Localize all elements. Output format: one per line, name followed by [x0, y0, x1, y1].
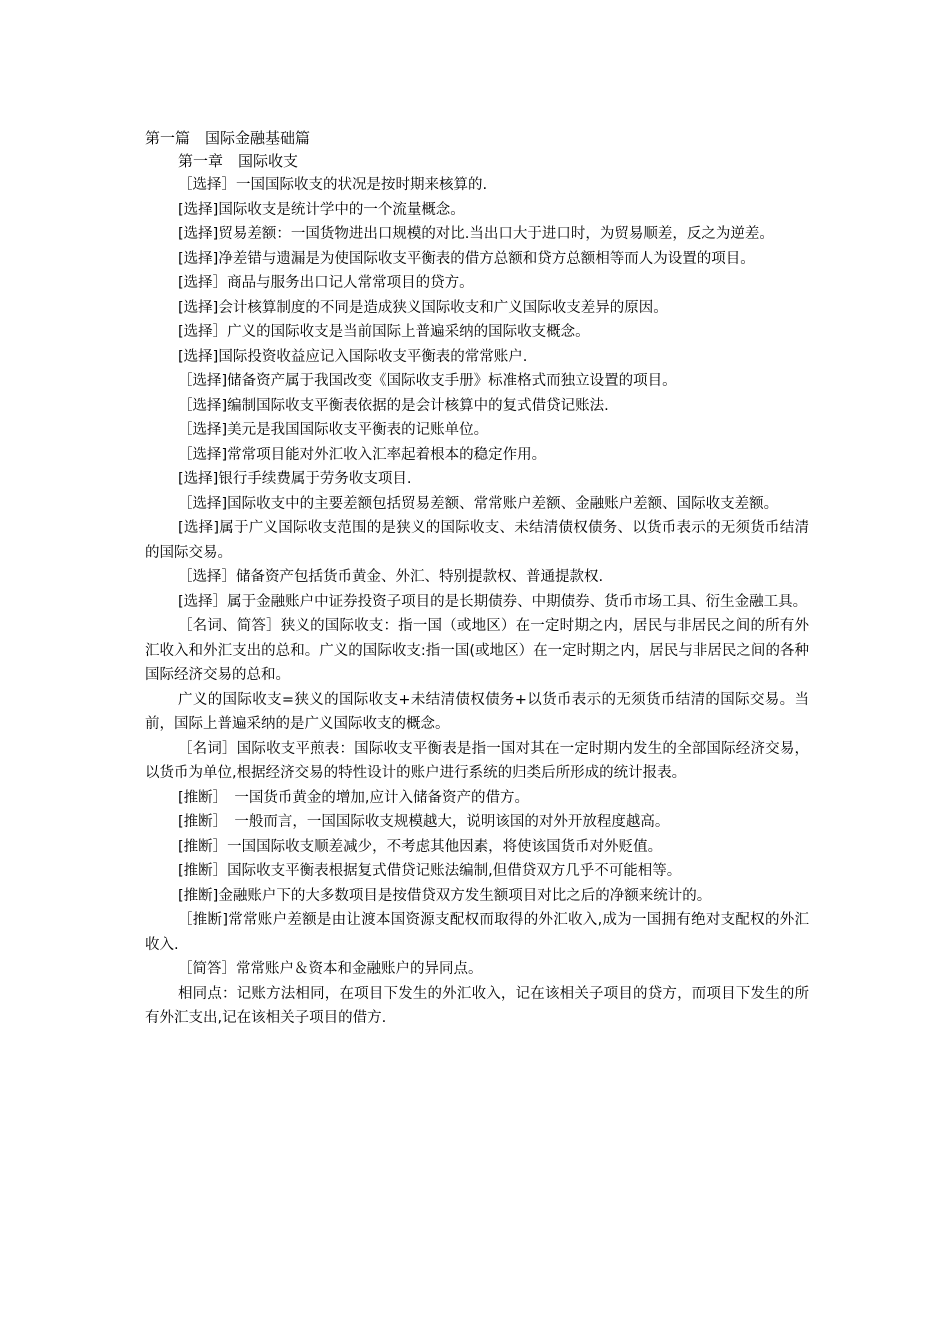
paragraph: ［名词］国际收支平煎表：国际收支平衡表是指一国对其在一定时期内发生的全部国际经济交易，以货币为单位,根据经济交易的特性设计的账户进行系统的归类后所形成的统计报表。	[145, 740, 809, 781]
paragraph: [推断］国际收支平衡表根据复式借贷记账法编制,但借贷双方几乎不可能相等。	[178, 863, 682, 879]
paragraph: ［名词、简答］狭义的国际收支：指一国（或地区）在一定时期之内，居民与非居民之间的所有外汇收入和外汇支出的总和。广义的国际收支:指一国(或地区）在一定时期之内，居民与非居民之间的各种国际经济交易的总和。	[145, 618, 809, 683]
document-body	[145, 127, 809, 1031]
paragraph: 相同点：记账方法相同，在项目下发生的外汇收入，记在该相关子项目的贷方，而项目下发生的所有外汇支出,记在该相关子项目的借方.	[145, 985, 809, 1026]
paragraph: ［选择]国际收支中的主要差额包括贸易差额、常常账户差额、金融账户差额、国际收支差额。	[178, 495, 779, 512]
paragraph: ［选择］一国国际收支的状况是按时期来核算的.	[178, 177, 488, 193]
paragraph: [选择]国际投资收益应记入国际收支平衡表的常常账户.	[178, 348, 528, 365]
paragraph: ［选择]储备资产属于我国改变《国际收支手册》标准格式而独立设置的项目。	[178, 373, 677, 389]
paragraph: ［简答］常常账户＆资本和金融账户的异同点。	[178, 961, 483, 977]
paragraph: [选择]贸易差额：一国货物进出口规模的对比.当出口大于进口时，为贸易顺差，反之为逆差。	[178, 226, 774, 242]
paragraph: [选择]国际收支是统计学中的一个流量概念。	[178, 201, 465, 218]
paragraph: [选择]银行手续费属于劳务收支项目.	[178, 471, 412, 487]
part-title: 第一篇 国际金融基础篇	[145, 129, 311, 147]
paragraph: ［选择]常常项目能对外汇收入汇率起着根本的稳定作用。	[178, 446, 547, 463]
paragraph: ［选择]编制国际收支平衡表依据的是会计核算中的复式借贷记账法.	[178, 397, 609, 414]
chapter-title: 第一章 国际收支	[178, 152, 299, 170]
paragraph: ［选择]美元是我国国际收支平衡表的记账单位。	[178, 422, 489, 438]
paragraph: [选择］广义的国际收支是当前国际上普遍采纳的国际收支概念。	[178, 324, 590, 340]
paragraph: [推断］ 一般而言，一国国际收支规模越大，说明该国的对外开放程度越高。	[178, 814, 670, 830]
paragraph: [推断］一国国际收支顺差减少，不考虑其他因素，将使该国货币对外贬值。	[178, 838, 663, 855]
paragraph: [推断］ 一国货币黄金的增加,应计入储备资产的借方。	[178, 789, 530, 806]
paragraph: [选择］商品与服务出口记人常常项目的贷方。	[178, 275, 474, 291]
paragraph: [选择]会计核算制度的不同是造成狭义国际收支和广义国际收支差异的原因。	[178, 299, 668, 316]
paragraph: ［选择］储备资产包括货币黄金、外汇、特别提款权、普通提款权.	[178, 569, 604, 585]
paragraph: ［推断]常常账户差额是由让渡本国资源支配权而取得的外汇收入,成为一国拥有绝对支配权的外汇收入.	[145, 912, 809, 953]
paragraph: [推断]金融账户下的大多数项目是按借贷双方发生额项目对比之后的净额来统计的。	[178, 887, 712, 904]
paragraph: [选择］属于金融账户中证券投资子项目的是长期债券、中期债券、货币市场工具、衍生金融工具。	[178, 593, 808, 610]
paragraph: 广义的国际收支=狭义的国际收支+未结清债权债务+以货币表示的无须货币结清的国际交易。当前，国际上普遍采纳的是广义国际收支的概念。	[145, 691, 809, 732]
paragraph: [选择]属于广义国际收支范围的是狭义的国际收支、未结清债权债务、以货币表示的无须货币结清的国际交易。	[145, 520, 809, 561]
paragraph: [选择]净差错与遗漏是为使国际收支平衡表的借方总额和贷方总额相等而人为设置的项目。	[178, 250, 755, 267]
